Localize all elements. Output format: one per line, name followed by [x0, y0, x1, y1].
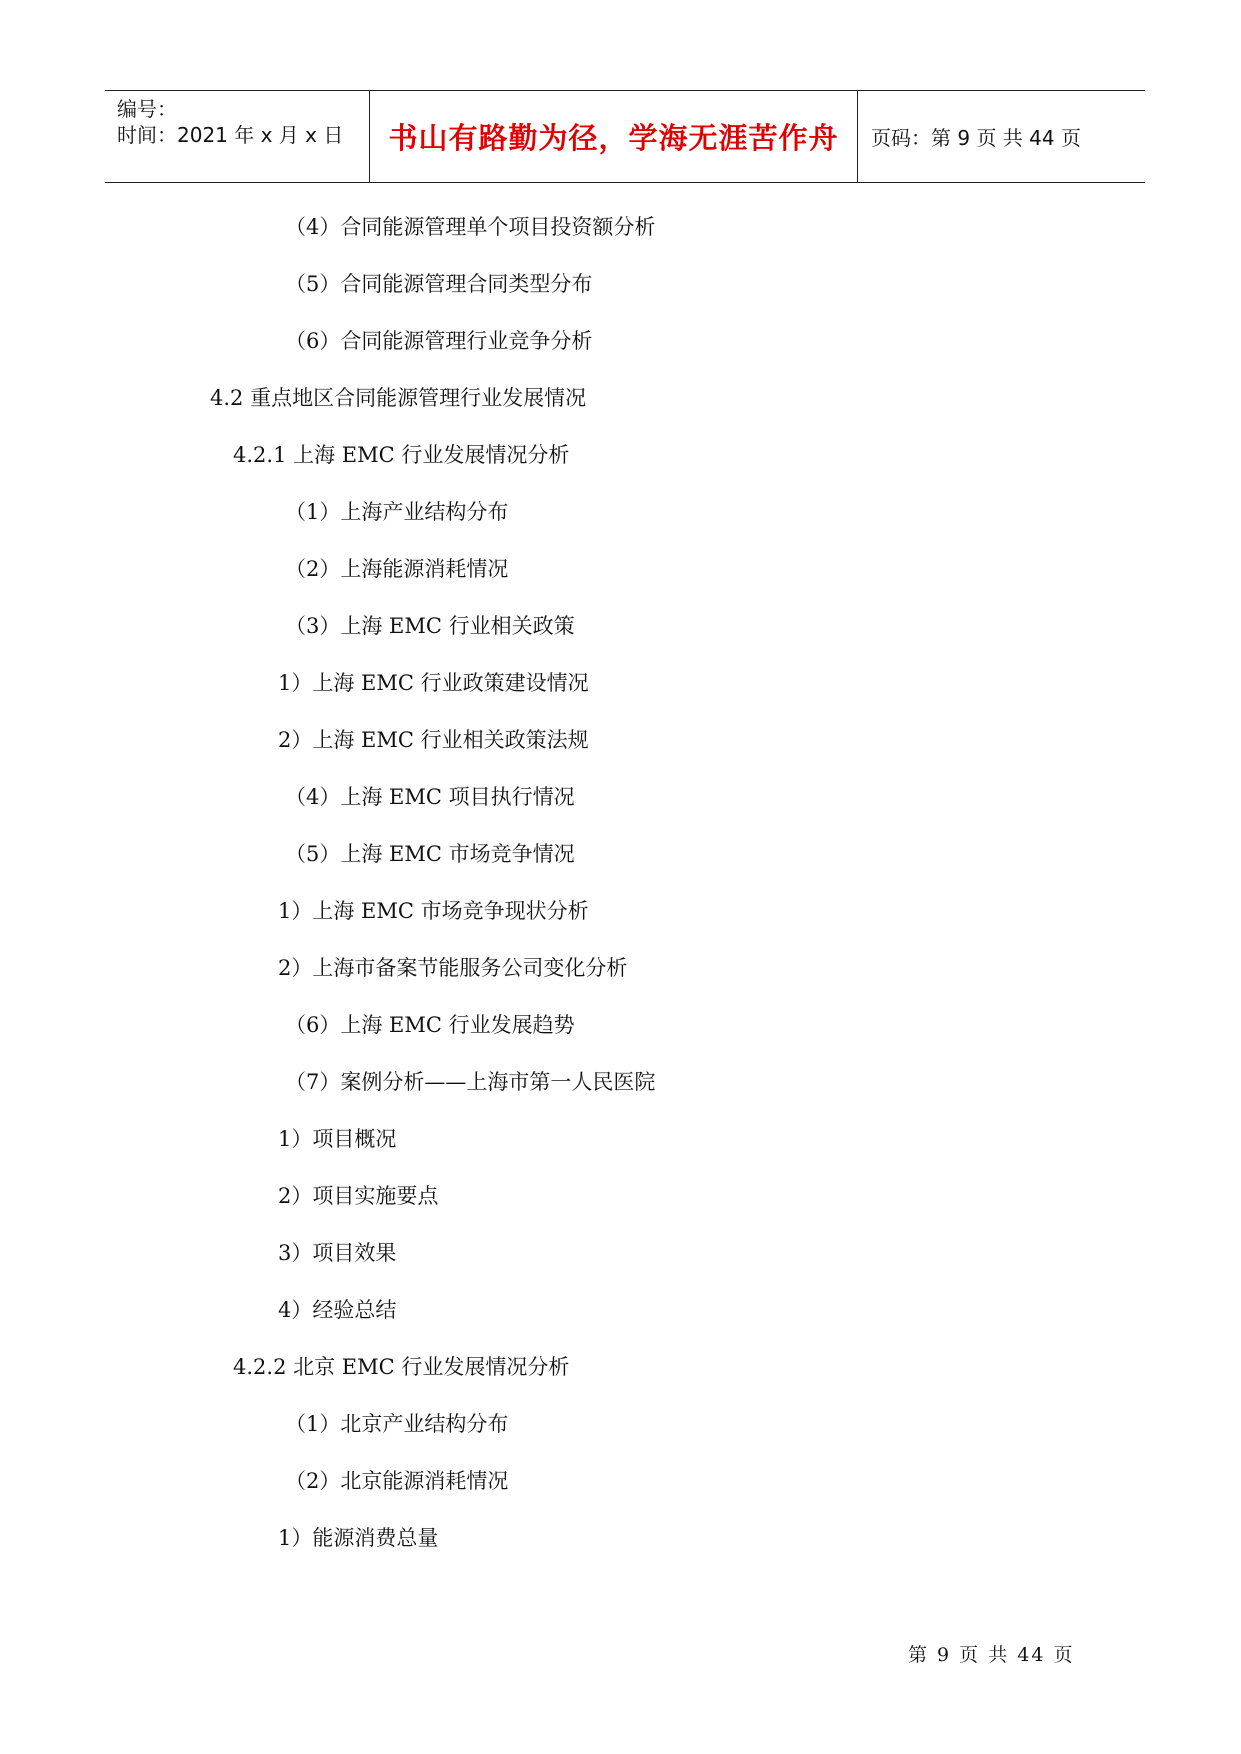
page-header: [105, 90, 1145, 183]
header-motto: 书山有路勤为径，学海无涯苦作舟: [370, 91, 858, 182]
toc-entry: （2）北京能源消耗情况: [285, 1469, 509, 1493]
toc-entry: 1）上海 EMC 市场竞争现状分析: [278, 899, 589, 923]
toc-entry: （7）案例分析——上海市第一人民医院: [285, 1070, 656, 1094]
toc-entry: 4）经验总结: [278, 1298, 397, 1322]
toc-entry: 1）上海 EMC 行业政策建设情况: [278, 671, 589, 695]
toc-entry: （3）上海 EMC 行业相关政策: [285, 614, 575, 638]
toc-entry: （4）上海 EMC 项目执行情况: [285, 785, 575, 809]
serial-number-label: 编号：: [117, 97, 177, 121]
toc-entry: 4.2.2 北京 EMC 行业发展情况分析: [233, 1355, 570, 1379]
toc-entry: （2）上海能源消耗情况: [285, 557, 509, 581]
toc-entry: 1）项目概况: [278, 1127, 397, 1151]
toc-entry: （1）上海产业结构分布: [285, 500, 509, 524]
toc-entry: 2）上海市备案节能服务公司变化分析: [278, 956, 628, 980]
toc-entry: （1）北京产业结构分布: [285, 1412, 509, 1436]
header-meta-cell: [105, 91, 370, 182]
toc-entry: （6）上海 EMC 行业发展趋势: [285, 1013, 575, 1037]
page-footer: 第 9 页 共 44 页: [908, 1644, 1075, 1666]
toc-entry: （5）合同能源管理合同类型分布: [285, 272, 593, 296]
toc-entry: （4）合同能源管理单个项目投资额分析: [285, 215, 656, 239]
header-page-info: 页码：第 9 页 共 44 页: [871, 126, 1081, 150]
toc-entry: 1）能源消费总量: [278, 1526, 439, 1550]
toc-entry: 2）上海 EMC 行业相关政策法规: [278, 728, 589, 752]
toc-entry: 2）项目实施要点: [278, 1184, 439, 1208]
date-text: 时间：2021 年 x 月 x 日: [117, 123, 344, 147]
toc-entry: 4.2.1 上海 EMC 行业发展情况分析: [233, 443, 570, 467]
toc-entry: 3）项目效果: [278, 1241, 397, 1265]
toc-entry: （6）合同能源管理行业竞争分析: [285, 329, 593, 353]
toc-entry: 4.2 重点地区合同能源管理行业发展情况: [210, 386, 587, 410]
toc-entry: （5）上海 EMC 市场竞争情况: [285, 842, 575, 866]
